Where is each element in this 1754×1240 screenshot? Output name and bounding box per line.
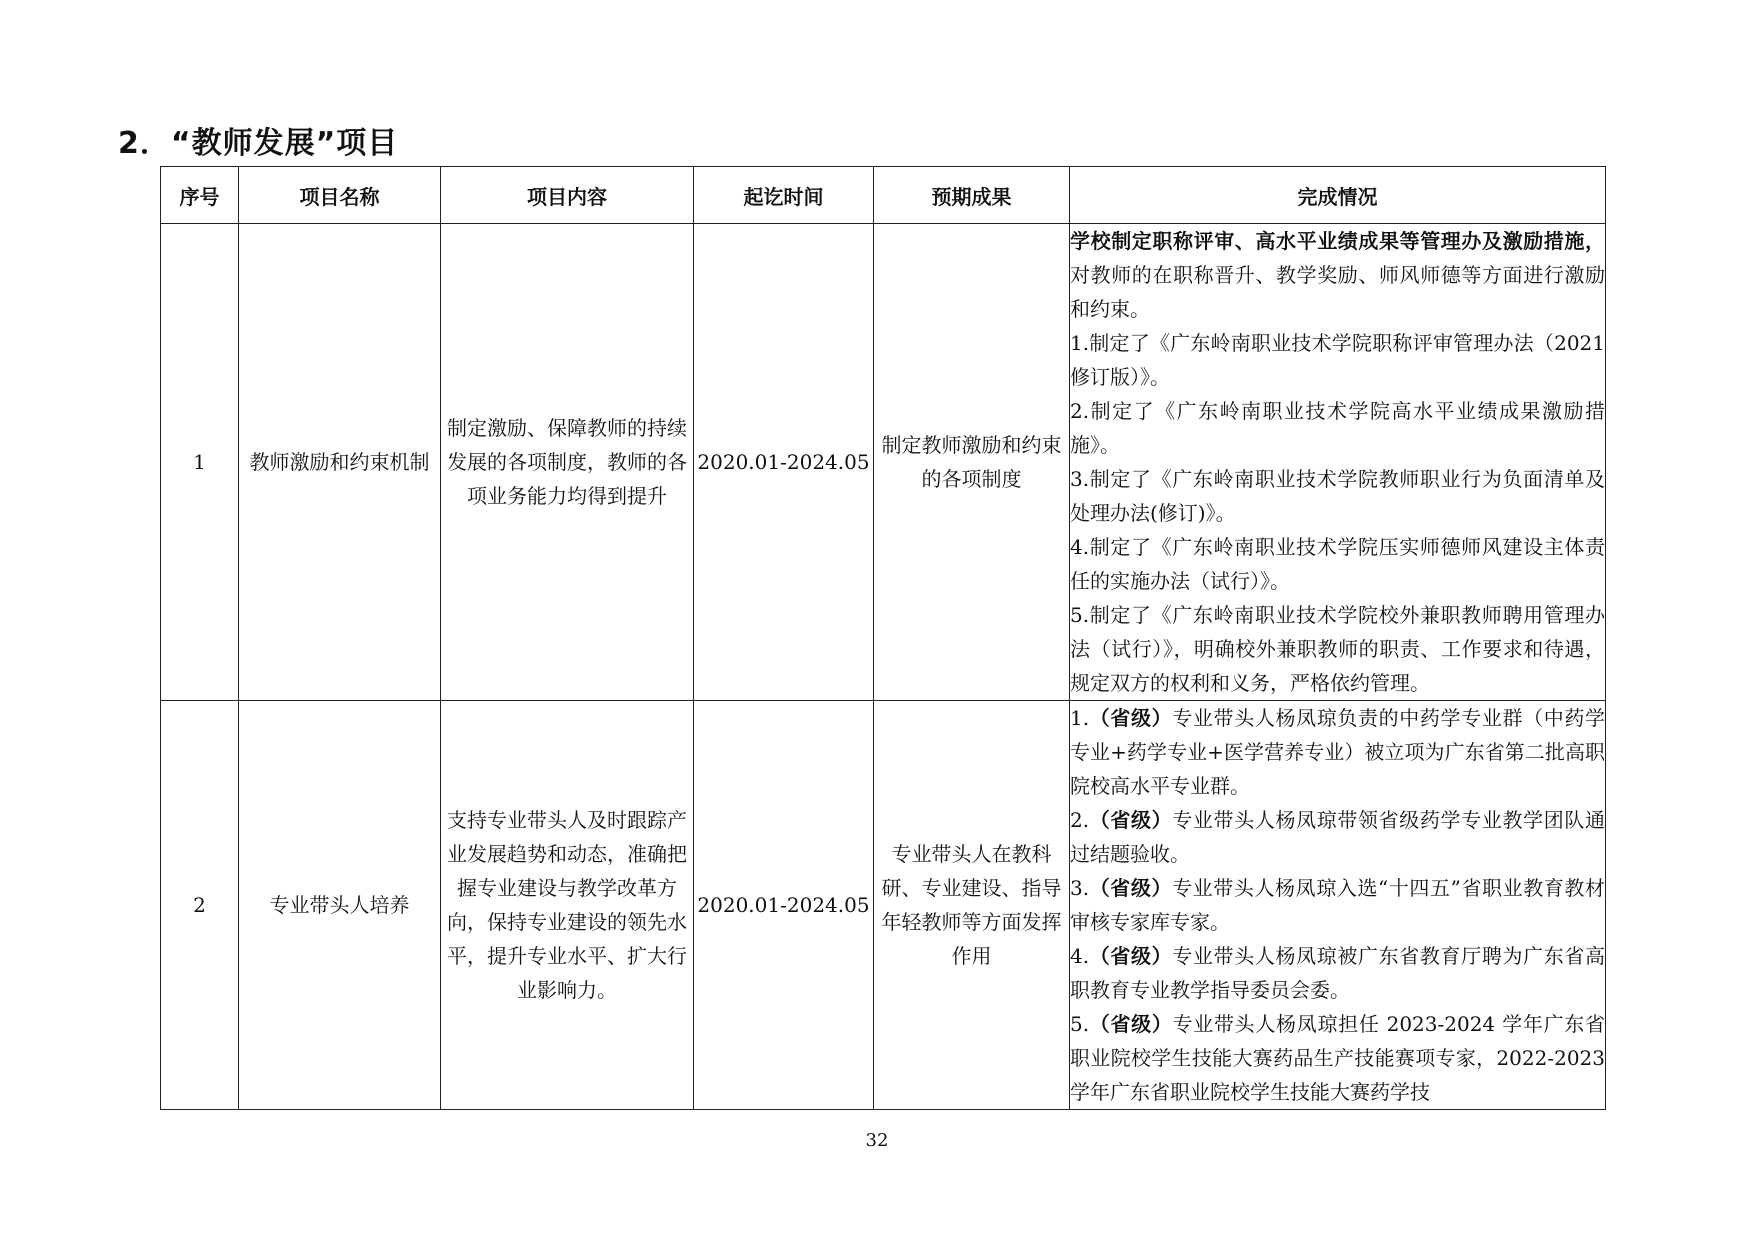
header-no: 序号 xyxy=(161,167,239,224)
cell-period: 2020.01-2024.05 xyxy=(694,224,874,701)
completion-item: 2.（省级）专业带头人杨凤琼带领省级药学专业教学团队通过结题验收。 xyxy=(1070,808,1606,866)
cell-no: 2 xyxy=(161,701,239,1110)
header-content: 项目内容 xyxy=(441,167,694,224)
cell-name: 专业带头人培养 xyxy=(239,701,441,1110)
cell-no: 1 xyxy=(161,224,239,701)
cell-content: 制定激励、保障教师的持续发展的各项制度，教师的各项业务能力均得到提升 xyxy=(441,224,694,701)
completion-item: 5.制定了《广东岭南职业技术学院校外兼职教师聘用管理办法（试行）》，明确校外兼职教师的职责、工作要求和待遇，规定双方的权利和义务，严格依约管理。 xyxy=(1070,603,1605,695)
level-tag: （省级） xyxy=(1089,944,1173,968)
table-header-row xyxy=(161,167,1606,224)
completion-item: 4.制定了《广东岭南职业技术学院压实师德师风建设主体责任的实施办法（试行）》。 xyxy=(1070,535,1605,593)
level-tag: （省级） xyxy=(1089,706,1173,730)
completion-item: 2.制定了《广东岭南职业技术学院高水平业绩成果激励措施》。 xyxy=(1070,399,1605,457)
completion-item: 5.（省级）专业带头人杨凤琼担任 2023-2024 学年广东省职业院校学生技能大赛药品生产技能赛项专家，2022-2023 学年广东省职业院校学生技能大赛药学技 xyxy=(1070,1012,1605,1104)
cell-completion xyxy=(1070,224,1606,701)
teacher-development-table xyxy=(160,166,1606,1110)
level-tag: （省级） xyxy=(1089,1012,1173,1036)
page-number: 32 xyxy=(865,1130,889,1151)
completion-item: 3.（省级）专业带头人杨凤琼入选“十四五”省职业教育教材审核专家库专家。 xyxy=(1070,876,1606,934)
cell-name: 教师激励和约束机制 xyxy=(239,224,441,701)
completion-item: 1.（省级）专业带头人杨凤琼负责的中药学专业群（中药学专业+药学专业+医学营养专业）被立项为广东省第二批高职院校高水平专业群。 xyxy=(1070,706,1606,798)
level-tag: （省级） xyxy=(1089,876,1173,900)
cell-completion xyxy=(1070,701,1606,1110)
completion-item: 3.制定了《广东岭南职业技术学院教师职业行为负面清单及处理办法(修订)》。 xyxy=(1070,467,1605,525)
table-row xyxy=(161,701,1606,1110)
cell-expected: 制定教师激励和约束的各项制度 xyxy=(874,224,1070,701)
header-name: 项目名称 xyxy=(239,167,441,224)
completion-intro xyxy=(1070,224,1605,326)
completion-item: 4.（省级）专业带头人杨凤琼被广东省教育厅聘为广东省高职教育专业教学指导委员会委。 xyxy=(1070,944,1606,1002)
completion-intro-bold: 学校制定职称评审、高水平业绩成果等管理办及激励措施， xyxy=(1070,229,1605,253)
section-title: 2．“教师发展”项目 xyxy=(118,126,399,161)
cell-content: 支持专业带头人及时跟踪产业发展趋势和动态，准确把握专业建设与教学改革方向，保持专业建设的领先水平，提升专业水平、扩大行业影响力。 xyxy=(441,701,694,1110)
header-completion: 完成情况 xyxy=(1070,167,1606,224)
completion-item: 1.制定了《广东岭南职业技术学院职称评审管理办法（2021 修订版）》。 xyxy=(1070,331,1605,389)
table-row xyxy=(161,224,1606,701)
completion-intro-text: 对教师的在职称晋升、教学奖励、师风师德等方面进行激励和约束。 xyxy=(1070,263,1605,321)
header-period: 起讫时间 xyxy=(694,167,874,224)
cell-period: 2020.01-2024.05 xyxy=(694,701,874,1110)
cell-expected: 专业带头人在教科研、专业建设、指导年轻教师等方面发挥作用 xyxy=(874,701,1070,1110)
level-tag: （省级） xyxy=(1089,808,1173,832)
header-expected: 预期成果 xyxy=(874,167,1070,224)
